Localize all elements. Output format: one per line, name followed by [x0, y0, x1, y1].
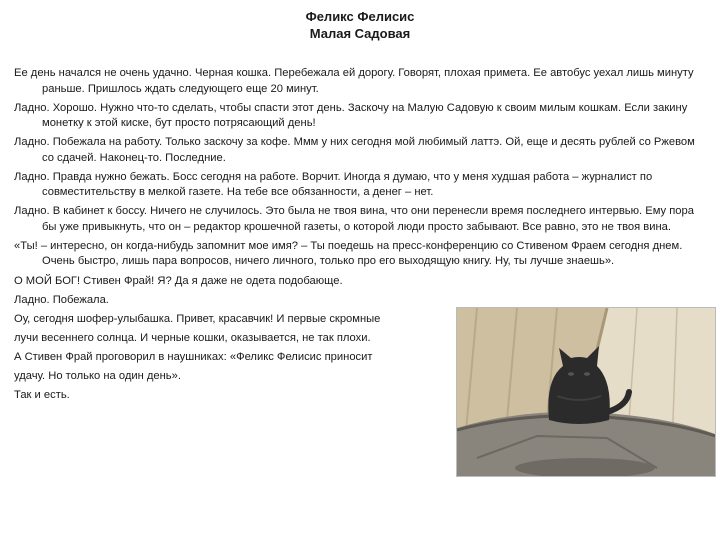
paragraph: Ладно. Хорошо. Нужно что-то сделать, чтобы спасти этот день. Заскочу на Малую Садовую к своим милым кошкам. Если закину монетку к этой киске, бут просто потрясающий день! — [14, 101, 688, 130]
text-line: Так и есть. — [14, 389, 70, 402]
cat-photo-illustration — [457, 308, 715, 476]
document-subtitle: Малая Садовая — [309, 26, 411, 41]
paragraph: Ладно. Правда нужно бежать. Босс сегодня на работе. Ворчит. Иногда я думаю, что у меня худшая работа – журналист по совместительству в мелкой газете. На тебе все обязанности, а денег – нет. — [14, 170, 653, 199]
text-line: лучи весеннего солнца. И черные кошки, оказывается, не так плохи. — [14, 331, 371, 344]
title-block — [0, 8, 720, 42]
paragraph: О МОЙ БОГ! Стивен Фрай! Я? Да я даже не одета подобающе. — [14, 274, 343, 287]
text-line: А Стивен Фрай проговорил в наушниках: «Феликс Фелисис приносит — [14, 350, 373, 363]
short-lines-block — [14, 312, 454, 404]
paragraph: Ладно. Побежала. — [14, 293, 109, 306]
paragraph: Ладно. Побежала на работу. Только заскочу за кофе. Ммм у них сегодня мой любимый латтэ. Ой, еще и десять рублей со Ржевом со сдачей. Наконец-то. Последние. — [14, 136, 695, 164]
text-line: удачу. Но только на один день». — [14, 370, 181, 383]
paragraph: Ее день начался не очень удачно. Черная кошка. Перебежала ей дорогу. Говорят, плохая примета. Ее автобус уехал лишь минуту раньше. Пришлось ждать следующего еще 20 минут. — [14, 67, 694, 95]
text-line: Оу, сегодня шофер-улыбашка. Привет, красавчик! И первые скромные — [14, 312, 381, 325]
author-title: Феликс Фелисис — [305, 9, 415, 24]
paragraph: Ладно. В кабинет к боссу. Ничего не случилось. Это была не твоя вина, что они перенесли время последнего интервью. Ему пора бы уже привыкнуть, что он – редактор крошечной газеты, о которой люди просто забывают. Все равно, это не твоя вина. — [14, 205, 694, 233]
black-cat-statue-photo — [456, 307, 716, 477]
paragraph: «Ты! – интересно, он когда-нибудь запомнит мое имя? – Ты поедешь на пресс-конференцию со Стивеном Фраем сегодня днем. Очень быстро, лишь пара вопросов, ничего личного, только про его выходящую книгу. Ну, ты лучше знаешь». — [14, 239, 683, 268]
